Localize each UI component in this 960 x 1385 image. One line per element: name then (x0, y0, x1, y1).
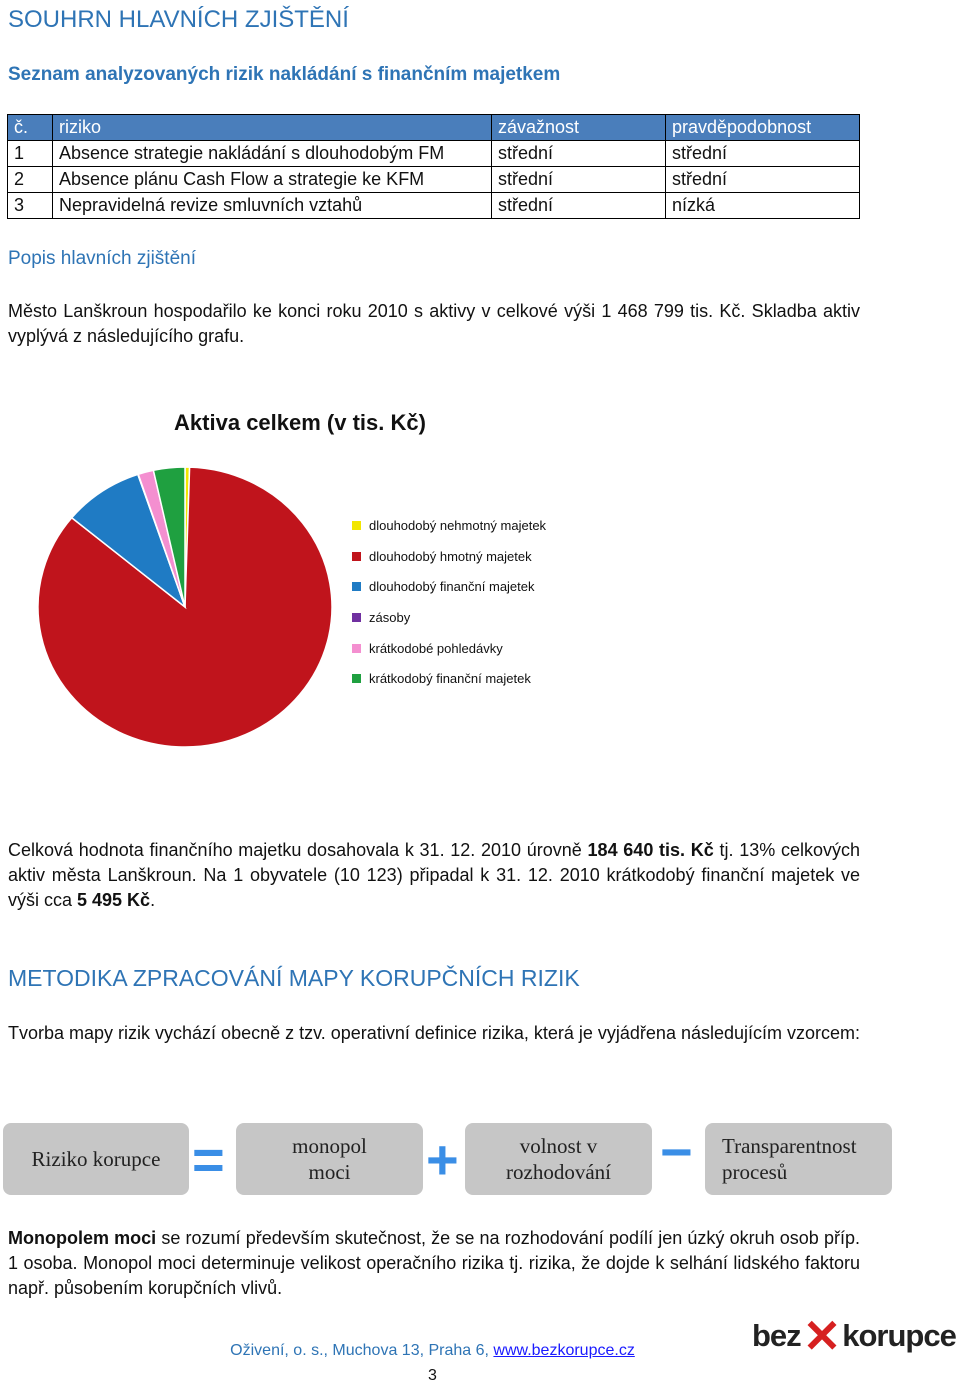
legend-item (352, 510, 546, 541)
table-row (8, 167, 860, 193)
method-heading: METODIKA ZPRACOVÁNÍ MAPY KORUPČNÍCH RIZIK (8, 965, 580, 991)
fin-value-total: 184 640 tis. (587, 840, 686, 860)
monopoly-term: Monopolem moci (8, 1228, 157, 1248)
table-row (8, 141, 860, 167)
cell-risk: Absence plánu Cash Flow a strategie ke KFM (53, 167, 492, 193)
bezkorupce-logo (752, 1310, 956, 1362)
fin-text-2: tj. 13% celkových aktiv města Lanškroun. Na 1 obyvatele (10 123) připadal k 31. 12. 2010 krátkodobý finanční majetek ve výši cca (8, 840, 860, 910)
formula-box-risk (3, 1123, 189, 1195)
table-row (8, 193, 860, 219)
equals-operator: = (192, 1128, 225, 1191)
risk-table (7, 114, 860, 219)
formula-intro-paragraph: Tvorba mapy rizik vychází obecně z tzv. operativní definice rizika, která je vyjádřena následujícím vzorcem: (8, 1023, 861, 1043)
col-header-number: č. (8, 115, 53, 141)
formula-box-transparency-label: Transparentnost procesů (722, 1134, 857, 1184)
legend-label: krátkodobé pohledávky (369, 640, 503, 656)
risk-list-heading: Seznam analyzovaných rizik nakládání s finančním majetkem (8, 64, 561, 85)
legend-item (352, 571, 546, 602)
cell-number: 3 (8, 193, 53, 219)
legend-item (352, 663, 546, 694)
findings-heading: Popis hlavních zjištění (8, 248, 196, 269)
cell-number: 2 (8, 167, 53, 193)
cell-severity: střední (492, 193, 666, 219)
cell-risk: Absence strategie nakládání s dlouhodobým FM (53, 141, 492, 167)
logo-cross-icon: ✕ (802, 1310, 841, 1362)
monopoly-paragraph (8, 1226, 860, 1301)
table-header-row (8, 115, 860, 141)
formula-box-discretion-label: volnost v rozhodování (506, 1134, 611, 1184)
legend-label: zásoby (369, 609, 411, 625)
col-header-severity: závažnost (492, 115, 666, 141)
chart-title: Aktiva celkem (v tis. Kč) (174, 410, 426, 435)
minus-operator: − (660, 1120, 693, 1183)
cell-probability: střední (666, 141, 860, 167)
page-title: SOUHRN HLAVNÍCH ZJIŠTĚNÍ (8, 6, 349, 33)
monopoly-definition: se rozumí především skutečnost, že se na rozhodování podílí jen úzký okruh osob příp. 1 osoba. Monopol moci determinuje velikost operačního rizika tj. rizika, že dojde k selhání lidského faktoru např. působením korupčních vlivů. (8, 1228, 861, 1298)
legend-label: krátkodobý finanční majetek (369, 671, 531, 687)
formula-box-monopoly (236, 1123, 423, 1195)
fin-text-1: Celková hodnota finančního majetku dosahovala k 31. 12. 2010 úrovně (8, 840, 588, 860)
cell-severity: střední (492, 167, 666, 193)
legend-item (352, 633, 546, 664)
legend-label: dlouhodobý hmotný majetek (369, 548, 532, 564)
cell-probability: střední (666, 167, 860, 193)
col-header-risk: riziko (53, 115, 492, 141)
footer-website-link[interactable]: www.bezkorupce.cz (493, 1342, 635, 1359)
footer-address-text: Oživení, o. s., Muchova 13, Praha 6, (230, 1342, 494, 1359)
fin-value-per-capita: 5 495 Kč (77, 890, 151, 910)
legend-label: dlouhodobý finanční majetek (369, 579, 535, 595)
cell-number: 1 (8, 141, 53, 167)
legend-item (352, 541, 546, 572)
legend-swatch (352, 521, 361, 530)
financial-assets-paragraph (8, 838, 860, 913)
logo-text-right: korupce (842, 1318, 956, 1353)
formula-box-risk-label: Riziko korupce (31, 1147, 161, 1171)
legend-label: dlouhodobý nehmotný majetek (369, 517, 547, 533)
fin-text-3: . (150, 890, 156, 910)
assets-paragraph: Město Lanškroun hospodařilo ke konci roku 2010 s aktivy v celkové výši 1 468 799 tis. Kč. Skladba aktiv vyplývá z následujícího grafu. (8, 301, 860, 346)
page-number: 3 (428, 1367, 437, 1384)
legend-swatch (352, 644, 361, 653)
plus-operator: + (426, 1128, 459, 1191)
footer-address (0, 1342, 865, 1360)
legend-swatch (352, 552, 361, 561)
legend-swatch (352, 674, 361, 683)
chart-legend (352, 510, 546, 694)
cell-probability: nízká (666, 193, 860, 219)
formula-box-monopoly-label: monopol moci (292, 1134, 367, 1184)
col-header-probability: pravděpodobnost (666, 115, 860, 141)
legend-swatch (352, 582, 361, 591)
fin-value-currency: Kč (690, 840, 714, 860)
legend-item (352, 602, 546, 633)
logo-text-left: bez (752, 1318, 801, 1353)
cell-risk: Nepravidelná revize smluvních vztahů (53, 193, 492, 219)
legend-swatch (352, 613, 361, 622)
formula-box-transparency (705, 1123, 892, 1195)
formula-box-discretion (465, 1123, 652, 1195)
assets-pie-chart (0, 440, 350, 760)
cell-severity: střední (492, 141, 666, 167)
